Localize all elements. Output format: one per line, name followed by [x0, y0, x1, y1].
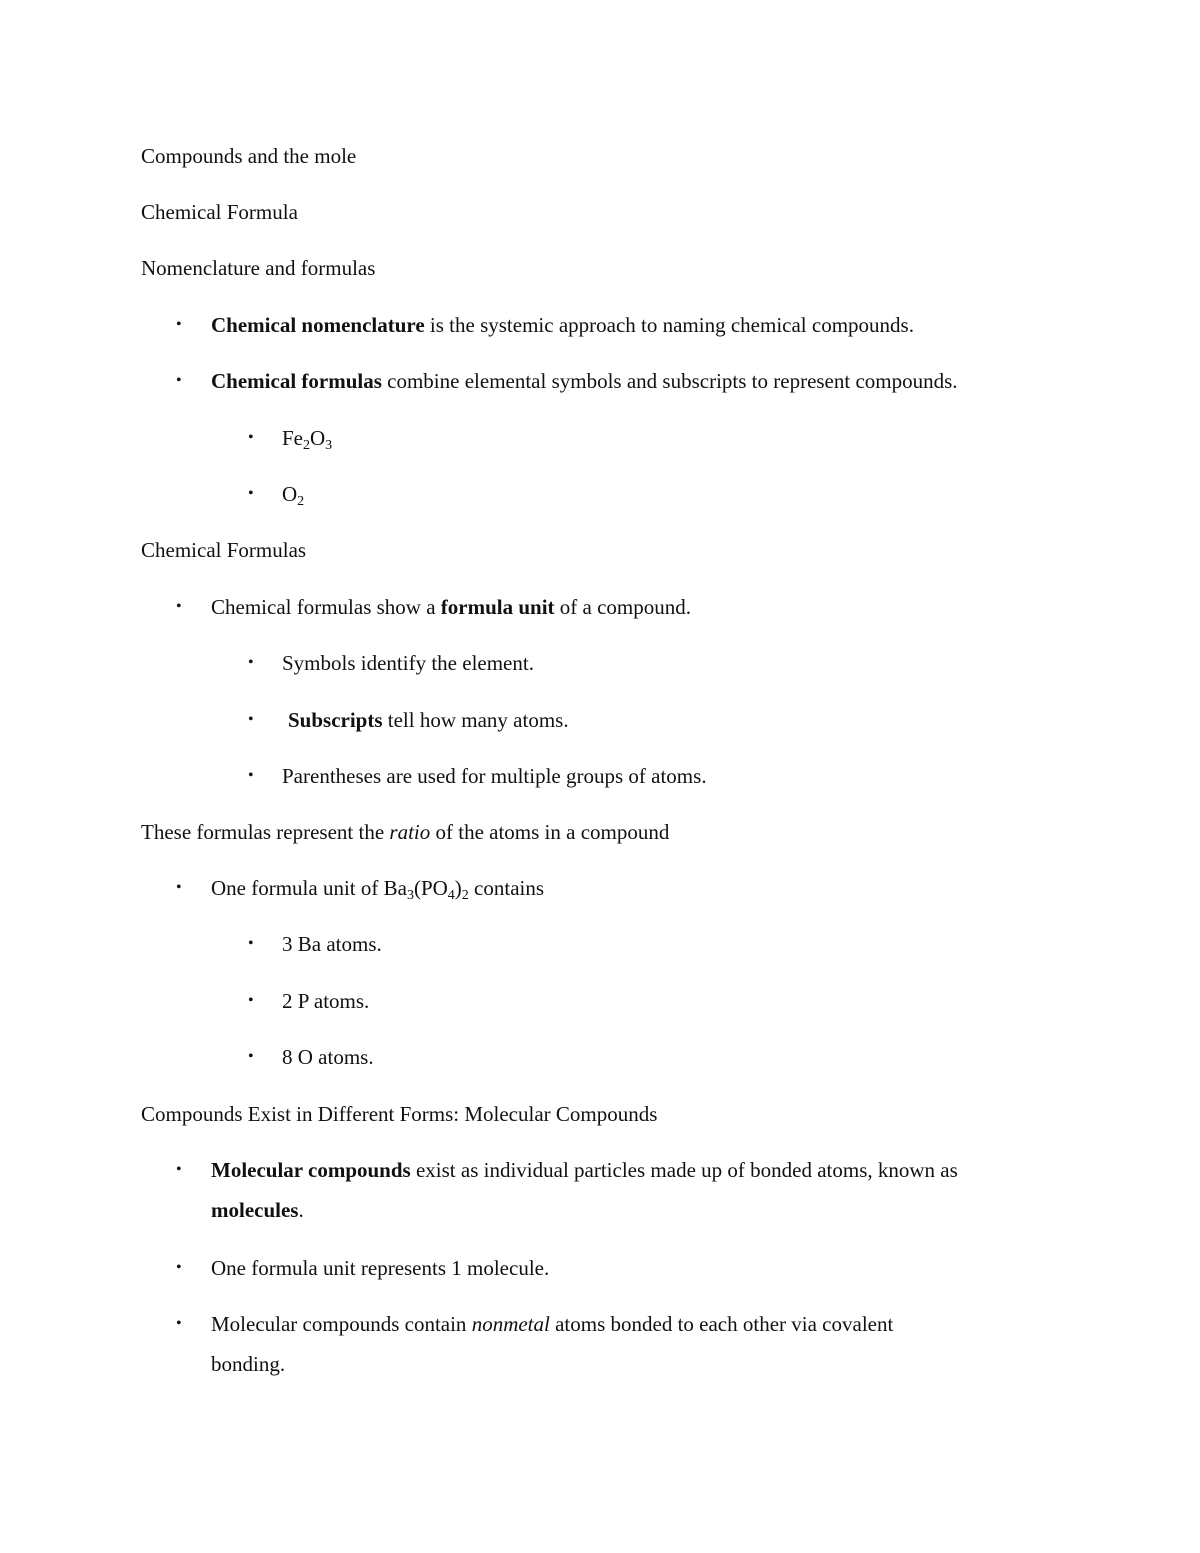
molecular-compounds-heading: Compounds Exist in Different Forms: Molecular Compounds: [141, 1102, 658, 1126]
bullet-icon: •: [176, 1315, 182, 1332]
heading-text: of the atoms in a compound: [430, 820, 670, 844]
chemical-formulas-heading: Chemical Formulas: [141, 538, 307, 562]
item-text: (PO: [413, 876, 448, 900]
italic-term: nonmetal: [471, 1312, 550, 1336]
bullet-icon: •: [176, 1259, 182, 1276]
bullet-icon: •: [176, 598, 182, 615]
item-text: exist as individual particles made up of bonded atoms, known as: [410, 1158, 958, 1182]
italic-term: ratio: [389, 820, 431, 844]
subscript: 2: [303, 438, 310, 453]
ratio-heading: [141, 819, 669, 845]
list-item-continuation: bonding.: [211, 1352, 286, 1376]
list-item-subscripts: [288, 707, 569, 733]
bullet-icon: •: [248, 992, 254, 1009]
bullet-icon: •: [248, 767, 254, 784]
item-text: contains: [468, 876, 545, 900]
list-item-parentheses: Parentheses are used for multiple groups of atoms.: [282, 764, 707, 788]
element-symbol: O: [282, 482, 298, 506]
bullet-icon: •: [248, 429, 254, 446]
list-item-ba-atoms: 3 Ba atoms.: [282, 932, 382, 956]
chemical-formula-heading: Chemical Formula: [141, 200, 298, 224]
bullet-icon: •: [176, 1161, 182, 1178]
list-item-one-molecule: One formula unit represents 1 molecule.: [211, 1256, 550, 1280]
bold-term: Subscripts: [288, 708, 383, 732]
bullet-icon: •: [176, 372, 182, 389]
list-item-continuation: [211, 1197, 304, 1223]
example-fe2o3: [282, 425, 332, 451]
subscript: 3: [325, 438, 333, 453]
item-text: Chemical formulas show a: [211, 595, 441, 619]
element-symbol: Fe: [282, 426, 303, 450]
bullet-icon: •: [248, 935, 254, 952]
element-symbol: O: [310, 426, 326, 450]
list-item-o-atoms: 8 O atoms.: [282, 1045, 374, 1069]
bold-term: Chemical formulas: [211, 369, 382, 393]
bold-term: formula unit: [440, 595, 555, 619]
list-item-nomenclature: [211, 312, 914, 338]
bullet-icon: •: [248, 1048, 254, 1065]
subscript: 2: [297, 494, 305, 509]
bold-term: molecules: [211, 1198, 299, 1222]
list-item-molecular-compounds: [211, 1157, 958, 1183]
bullet-icon: •: [248, 711, 254, 728]
item-text: tell how many atoms.: [382, 708, 569, 732]
item-text: combine elemental symbols and subscripts to represent compounds.: [381, 369, 958, 393]
subscript: 3: [406, 888, 414, 903]
bullet-icon: •: [248, 485, 254, 502]
item-text: ): [454, 876, 462, 900]
bullet-icon: •: [248, 654, 254, 671]
list-item-formula-unit: [211, 594, 691, 620]
list-item-p-atoms: 2 P atoms.: [282, 989, 370, 1013]
list-item-formulas: [211, 368, 958, 394]
item-text: One formula unit of Ba: [211, 876, 407, 900]
item-text: .: [298, 1198, 304, 1222]
item-text: is the systemic approach to naming chemical compounds.: [424, 313, 914, 337]
subscript: 4: [447, 888, 455, 903]
subscript: 2: [461, 888, 469, 903]
bold-term: Chemical nomenclature: [211, 313, 425, 337]
list-item-ba3po42: [211, 875, 544, 901]
item-text: Molecular compounds contain: [211, 1312, 472, 1336]
item-text: atoms bonded to each other via covalent: [549, 1312, 894, 1336]
title-heading: Compounds and the mole: [141, 144, 357, 168]
example-o2: [282, 481, 304, 507]
bullet-icon: •: [176, 879, 182, 896]
item-text: of a compound.: [554, 595, 692, 619]
list-item-nonmetal: [211, 1311, 893, 1337]
heading-text: These formulas represent the: [141, 820, 390, 844]
list-item-symbols: Symbols identify the element.: [282, 651, 534, 675]
bullet-icon: •: [176, 316, 182, 333]
bold-term: Molecular compounds: [211, 1158, 411, 1182]
nomenclature-heading: Nomenclature and formulas: [141, 256, 376, 280]
